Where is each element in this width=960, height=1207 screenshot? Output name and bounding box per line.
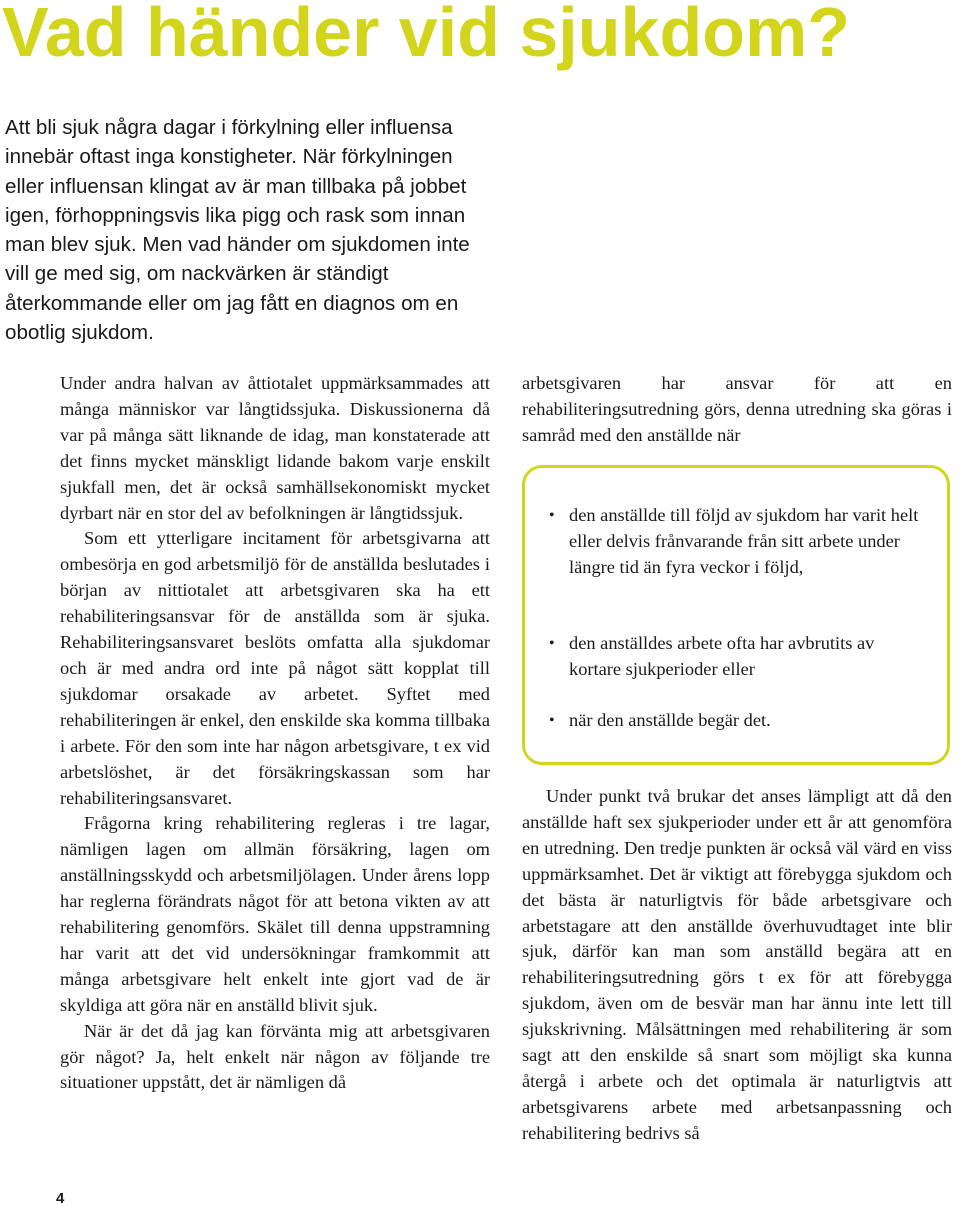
criteria-item-1 bbox=[549, 503, 929, 581]
criteria-text-3: när den anställde begär det. bbox=[569, 710, 771, 730]
intro-paragraph bbox=[5, 113, 495, 347]
left-paragraph-1: Under andra halvan av åttiotalet uppmärksammades att många människor var långtidssjuka. Diskussionerna då var på många sätt liknande de idag, man konstaterade att det finns mycket mänskligt lidande bakom varje enskilt sjukfall men, det är också samhällsekonomiskt mycket dyrbart när en stor del av befolkningen är långtidssjuk. bbox=[60, 373, 490, 523]
bullet-icon: • bbox=[549, 635, 555, 652]
bullet-icon: • bbox=[549, 712, 555, 729]
left-paragraph-3: Frågorna kring rehabilitering regleras i tre lagar, nämligen lagen om allmän försäkring, lagen om anställningsskydd och arbetsmiljölagen. Under årens lopp har reglerna förändrats något för att betona vikten av att rehabilitering genomförs. Skälet till denna uppstramning har varit att det vid undersökningar framkommit att många arbetsgivare helt enkelt inte gjort vad de är skyldiga att göra när en anställd blivit sjuk. bbox=[60, 813, 490, 1015]
left-paragraph-4: När är det då jag kan förvänta mig att arbetsgivaren gör något? Ja, helt enkelt när någon av följande tre situationer uppstått, det är nämligen då bbox=[60, 1020, 490, 1093]
criteria-box bbox=[522, 465, 950, 765]
right-column-top bbox=[522, 371, 952, 449]
bullet-icon: • bbox=[549, 507, 555, 524]
criteria-text-2: den anställdes arbete ofta har avbrutits av kortare sjukperioder eller bbox=[569, 633, 875, 679]
page-number: 4 bbox=[56, 1190, 65, 1207]
right-paragraph-2: Under punkt två brukar det anses lämpligt att då den anställde haft sex sjukperioder under ett år att genomföra en utredning. Den tredje punkten är också väl värd en viss uppmärksamhet. Det är viktigt att förebygga sjukdom och det bästa är naturligtvis för både arbetsgivare och arbetstagare att den anställde överhuvudtaget inte blir sjuk, därför kan man som anställd begära att en rehabiliteringsutredning görs t ex för att förebygga sjukdom, även om de besvär man har ännu inte lett till sjukskrivning. Målsättningen med rehabilitering är som sagt att den enskilde så snart som möjligt ska kunna återgå i arbete och det optimala är naturligtvis att arbetsgivarens arbete med arbetsanpassning och rehabilitering bedrivs så bbox=[522, 786, 952, 1143]
left-paragraph-2: Som ett ytterligare incitament för arbetsgivarna att ombesörja en god arbetsmiljö för de anställda beslutades i början av nittiotalet att arbetsgivaren ska ha ett rehabiliteringsansvar för de anställda som är sjuka. Rehabiliteringsansvaret beslöts omfatta alla sjukdomar och är med andra ord inte på något sätt kopplat till sjukdomar orsakade av arbetet. Syftet med rehabiliteringen är enkel, den enskilde ska komma tillbaka i arbete. För den som inte har någon arbetsgivare, t ex vid arbetslöshet, är det försäkringskassan som har rehabiliteringsansvaret. bbox=[60, 528, 490, 808]
left-column bbox=[60, 371, 490, 1096]
page-title: Vad händer vid sjukdom? bbox=[2, 0, 850, 71]
right-paragraph-1: arbetsgivaren har ansvar för att en rehabiliteringsutredning görs, denna utredning ska göras i samråd med den anställde när bbox=[522, 373, 952, 445]
criteria-item-2 bbox=[549, 631, 929, 683]
intro-text: Att bli sjuk några dagar i förkylning eller influensa innebär oftast inga konstigheter. När förkylningen eller influensan klingat av är man tillbaka på jobbet igen, förhoppningsvis lika pigg och rask som innan man blev sjuk. Men vad händer om sjukdomen inte vill ge med sig, om nackvärken är ständigt återkommande eller om jag fått en diagnos om en obotlig sjukdom. bbox=[5, 116, 470, 345]
right-column-bottom bbox=[522, 784, 952, 1147]
criteria-text-1: den anställde till följd av sjukdom har varit helt eller delvis frånvarande från sitt arbete under längre tid än fyra veckor i följd, bbox=[569, 505, 919, 577]
criteria-item-3 bbox=[549, 708, 929, 734]
